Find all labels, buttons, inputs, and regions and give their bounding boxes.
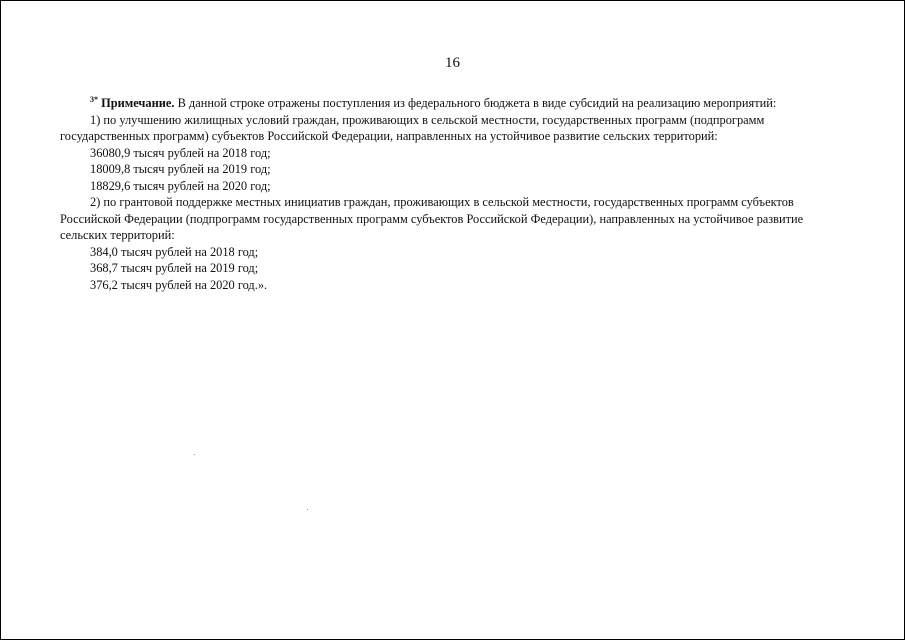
scan-speck: [194, 454, 195, 455]
item-2-amount-2019: 368,7 тысяч рублей на 2019 год;: [90, 261, 259, 275]
note-label: Примечание.: [101, 96, 175, 110]
page-number: 16: [445, 55, 460, 71]
note-content: [60, 95, 850, 293]
item-1-amount-2019: 18009,8 тысяч рублей на 2019 год;: [90, 162, 271, 176]
item-1-text: 1) по улучшению жилищных условий граждан, проживающих в сельской местности, государственных программ (подпрограмм государственных программ) субъектов Российской Федерации, направленных на устойчивое развитие сельских территорий:: [60, 112, 765, 143]
item-1-amount-2020: 18829,6 тысяч рублей на 2020 год;: [90, 178, 271, 193]
item-2-text: 2) по грантовой поддержке местных инициатив граждан, проживающих в сельской местности, государственных программ субъектов Российской Федерации (подпрограмм государственных программ субъектов Российской Федерации), направленных на устойчивое развитие сельских территорий:: [60, 195, 804, 242]
item-2-amount-2018: 384,0 тысяч рублей на 2018 год;: [90, 244, 259, 259]
footnote-marker: 3*: [90, 95, 98, 104]
note-intro: [60, 95, 850, 112]
note-text: В данной строке отражены поступления из федерального бюджета в виде субсидий на реализацию мероприятий:: [174, 96, 777, 110]
item-1-amount-2018: 36080,9 тысяч рублей на 2018 год;: [90, 145, 271, 160]
item-2-amount-2020: 376,2 тысяч рублей на 2020 год.».: [90, 277, 268, 292]
scan-speck: [307, 509, 308, 510]
